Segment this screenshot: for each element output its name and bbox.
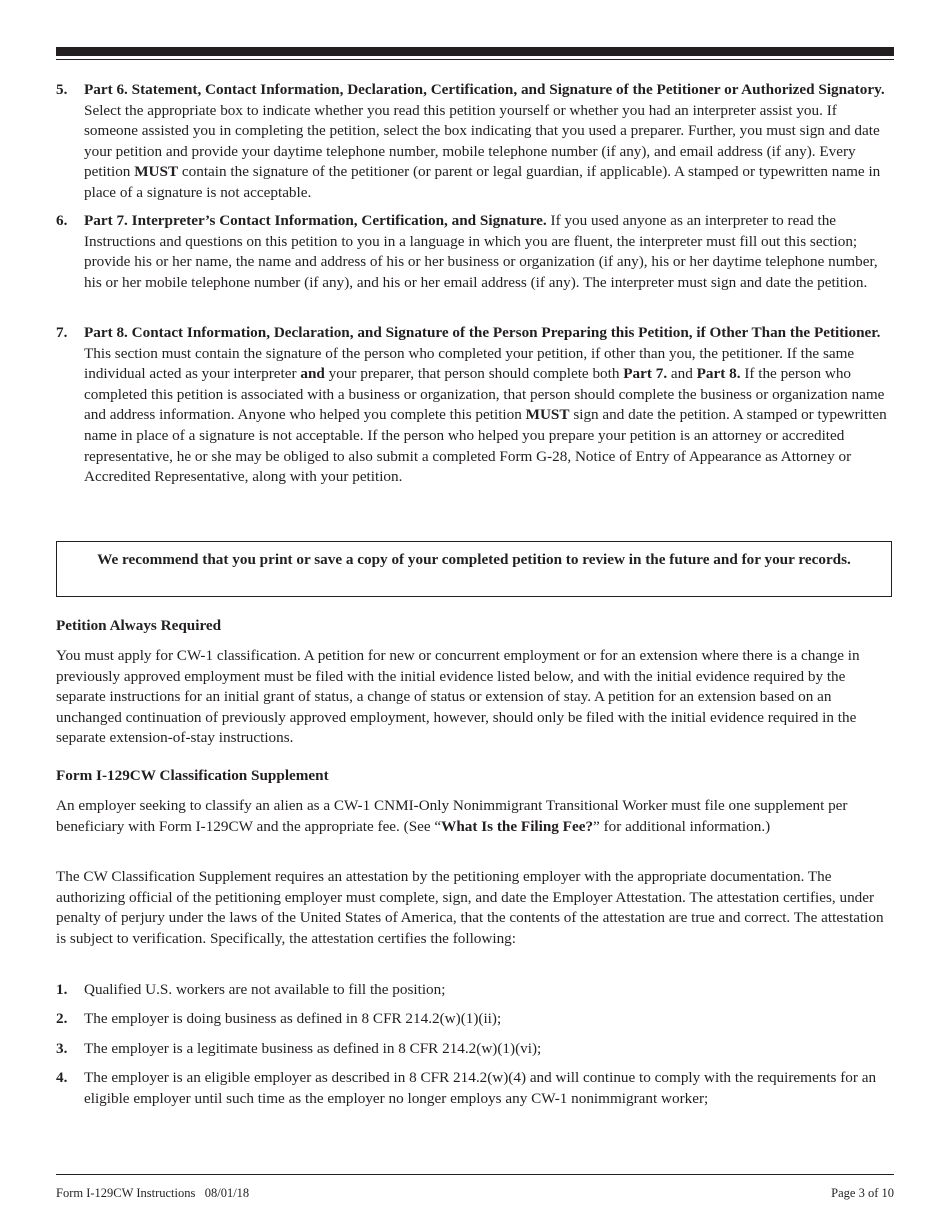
item-text: Qualified U.S. workers are not available to fill the position;	[84, 981, 446, 998]
item-number: 3.	[56, 1040, 68, 1057]
item-title: Part 7. Interpreter’s Contact Information, Certification, and Signature.	[84, 212, 547, 229]
item-text: and	[667, 365, 697, 383]
item-number: 6.	[56, 212, 68, 229]
item-text: This section must contain the signature of the person who completed your petition, if other than you, the petitioner. If the same individual acted as your interpreter	[84, 344, 855, 383]
item-text: your preparer, that person should complete both	[324, 365, 624, 383]
list-item	[56, 1039, 894, 1060]
list-item	[56, 980, 894, 1001]
notice-box: We recommend that you print or save a copy of your completed petition to review in the future and for your records.	[56, 541, 892, 597]
item-text: contain the signature of the petitioner (or parent or legal guardian, if applicable). A stamped or typewritten name in place of a signature is not acceptable.	[84, 163, 881, 201]
section-heading: Form I-129CW Classification Supplement	[56, 767, 329, 784]
emphasis: Part 7.	[623, 365, 668, 383]
item-title: Part 6. Statement, Contact Information, Declaration, Certification, and Signature of the Petitioner or Authorized Signatory.	[84, 81, 885, 98]
paragraph	[56, 796, 894, 837]
paragraph: The CW Classification Supplement requires an attestation by the petitioning employer with the appropriate documentation. The authorizing official of the petitioning employer must complete, sign, and date the Employer Attestation. The attestation certifies, under penalty of perjury under the laws of the United States of America, that the contents of the attestation are true and correct. The attestation is subject to verification. Specifically, the attestation certifies the following:	[56, 868, 884, 947]
item-text: If you used anyone as an interpreter to read the Instructions and questions on this petition to you in a language in which you are fluent, the interpreter must fill out this section; provide his or her name, the name and address of his or her business or organization (if any), his or her daytime telephone number, his or her mobile telephone number (if any), and his or her email address (if any). The interpreter must sign and date the petition.	[84, 212, 878, 291]
section-heading: Petition Always Required	[56, 617, 222, 634]
item-text: If the person who completed this petition is associated with a business or organization, that person should complete the business or organization name and address information. Anyone who helped you complete this petition	[84, 365, 885, 424]
footer-rule	[56, 1174, 894, 1175]
header-rule-thick	[56, 47, 894, 56]
item-number: 4.	[56, 1069, 68, 1086]
header-rule-thin	[56, 59, 894, 60]
text: ” for additional information.)	[593, 817, 771, 835]
instruction-item-part7	[56, 211, 894, 293]
item-text: The employer is doing business as defined in 8 CFR 214.2(w)(1)(ii);	[84, 1010, 502, 1027]
item-number: 5.	[56, 81, 68, 98]
instruction-item-part6	[56, 80, 894, 204]
emphasis: MUST	[525, 406, 570, 424]
list-item	[56, 1009, 894, 1030]
item-text: Select the appropriate box to indicate whether you read this petition yourself or whether you had an interpreter assist you. If someone assisted you in completing the petition, select the box indicating that you used a preparer. Further, you must sign and date your petition and provide your daytime telephone number, mobile telephone number (if any), and email address (if any). Every petition	[84, 101, 880, 181]
emphasis: Part 8.	[696, 365, 741, 383]
text: An employer seeking to classify an alien as a CW-1 CNMI-Only Nonimmigrant Transitional Worker must file one supplement per beneficiary with Form I-129CW and the appropriate fee. (See “	[56, 797, 848, 835]
item-title: Part 8. Contact Information, Declaration, and Signature of the Person Preparing this Petition, if Other Than the Petitioner.	[84, 324, 881, 341]
item-number: 7.	[56, 324, 68, 341]
list-item	[56, 1068, 894, 1109]
item-text: The employer is a legitimate business as defined in 8 CFR 214.2(w)(1)(vi);	[84, 1040, 542, 1057]
item-number: 1.	[56, 981, 68, 998]
page-number: Page 3 of 10	[831, 1186, 894, 1200]
emphasis: What Is the Filing Fee?	[441, 817, 594, 835]
emphasis: MUST	[134, 163, 179, 181]
emphasis: and	[300, 365, 325, 383]
item-text: sign and date the petition. A stamped or typewritten name in place of a signature is not acceptable. If the person who helped you prepare your petition is an attorney or accredited representative, he or she may be obliged to also submit a completed Form G-28, Notice of Entry of Appearance as Attorney or Accredited Representative, along with your petition.	[84, 406, 887, 486]
instruction-item-part8	[56, 323, 894, 488]
paragraph: You must apply for CW-1 classification. A petition for new or concurrent employment or for an extension where there is a change in previously approved employment must be filed with the initial evidence listed below, and with the initial evidence required by the separate instructions for an initial grant of status, a change of status or extension of stay. A petition for an extension based on an unchanged continuation of previously approved employment, however, should only be filed with the initial evidence required in the separate extension-of-stay instructions.	[56, 647, 860, 747]
item-number: 2.	[56, 1010, 68, 1027]
footer-form-id: Form I-129CW Instructions 08/01/18	[56, 1186, 250, 1200]
item-text: The employer is an eligible employer as described in 8 CFR 214.2(w)(4) and will continue to comply with the requirements for an eligible employer until such time as the employer no longer employs any CW-1 nonimmigrant worker;	[84, 1069, 877, 1107]
